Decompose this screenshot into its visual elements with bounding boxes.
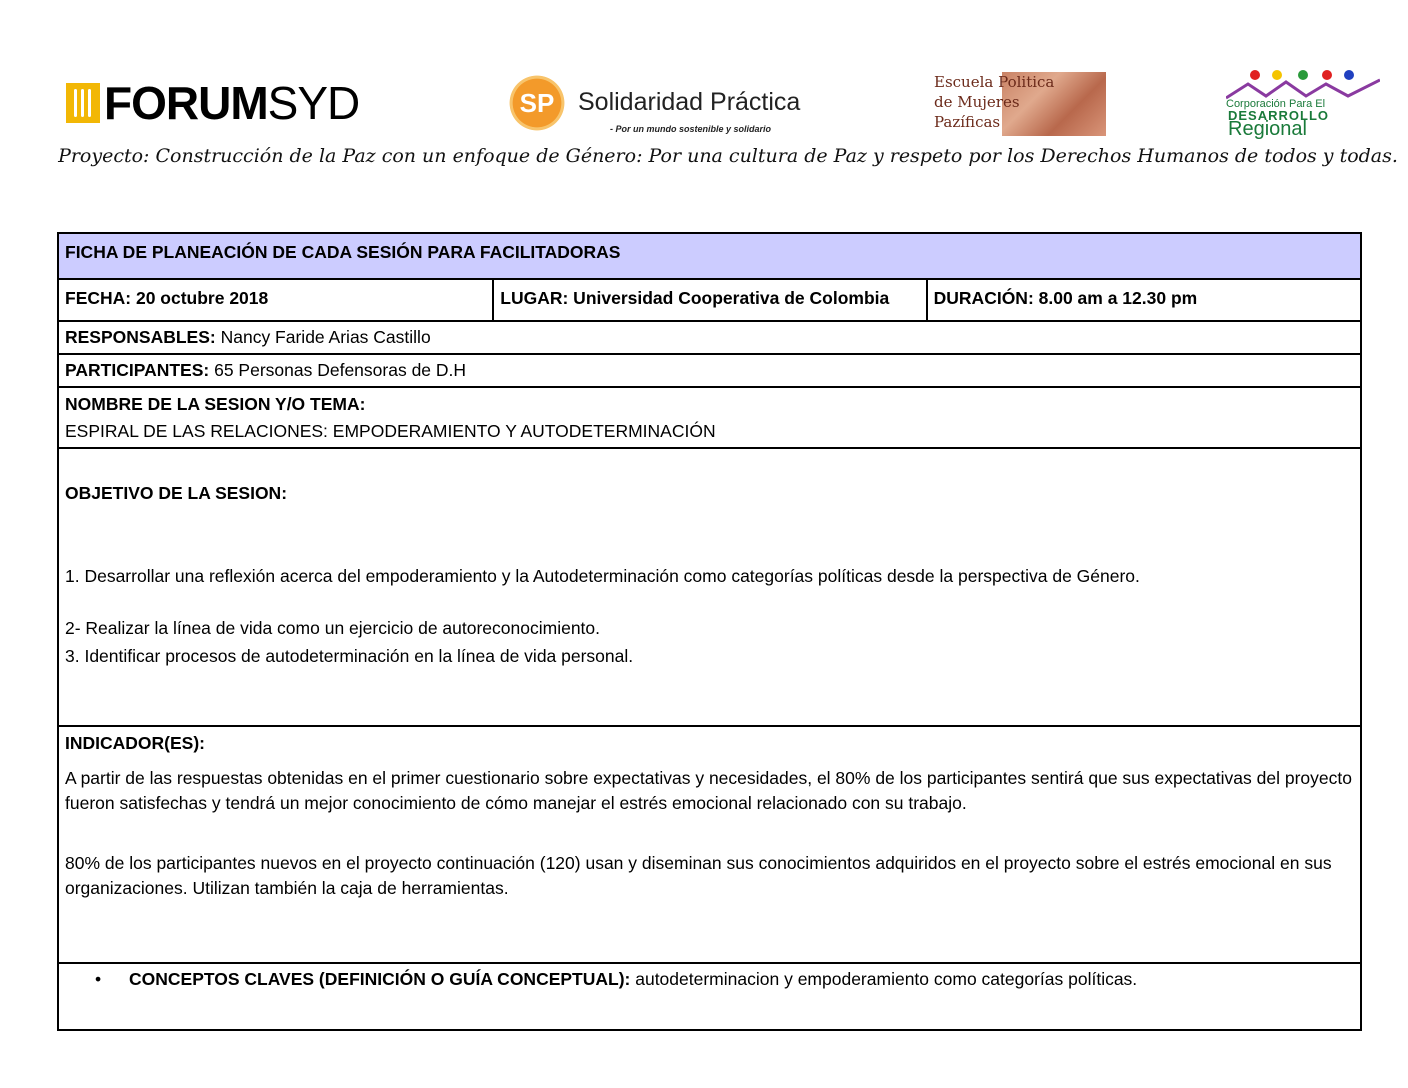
- responsables-cell: [58, 321, 1361, 354]
- sp-name: Solidaridad Práctica: [578, 88, 801, 116]
- responsables-label: RESPONSABLES:: [65, 327, 216, 347]
- tema-row: [58, 387, 1361, 448]
- tema-value: ESPIRAL DE LAS RELACIONES: EMPODERAMIENTO Y AUTODETERMINACIÓN: [65, 421, 716, 441]
- form-header-row: [58, 233, 1361, 279]
- bullet-icon: •: [95, 969, 102, 989]
- indicadores-row: [58, 726, 1361, 963]
- sun-icon: [506, 72, 568, 134]
- participantes-value: 65 Personas Defensoras de D.H: [214, 360, 467, 380]
- corporacion-line3: Regional: [1228, 118, 1307, 140]
- objetivo-row: [58, 448, 1361, 726]
- objetivo-label: OBJETIVO DE LA SESION:: [65, 483, 288, 503]
- fecha-cell: [58, 279, 493, 321]
- forumsyd-logo: [66, 77, 360, 129]
- responsables-row: [58, 321, 1361, 354]
- duracion: DURACIÓN: 8.00 am a 12.30 pm: [933, 288, 1198, 308]
- objetivo-cell: [58, 448, 1361, 726]
- corporacion-line2: DESARROLLO: [1228, 108, 1329, 123]
- indicador-item: 80% de los participantes nuevos en el proyecto continuación (120) usan y diseminan sus conocimientos adquiridos en el proyecto sobre el estrés emocional en sus organizaciones. Utilizan también la caja de herramientas.: [65, 853, 1332, 898]
- escuela-politica-logo: [934, 72, 1106, 136]
- conceptos-label: CONCEPTOS CLAVES (DEFINICIÓN O GUÍA CONCEPTUAL):: [129, 969, 631, 989]
- conceptos-row: [58, 963, 1361, 1030]
- tema-label: NOMBRE DE LA SESION Y/O TEMA:: [65, 394, 366, 414]
- duracion-cell: [927, 279, 1361, 321]
- corporacion-logo: [1222, 68, 1382, 138]
- objetivo-item: 3. Identificar procesos de autodeterminación en la línea de vida personal.: [65, 646, 634, 666]
- conceptos-cell: [58, 963, 1361, 1030]
- forumsyd-wheat-icon: [66, 83, 100, 123]
- form-header: [58, 233, 1361, 279]
- mountains-icon: [1226, 78, 1380, 100]
- solidaridad-practica-logo: [506, 72, 801, 138]
- indicador-item: A partir de las respuestas obtenidas en el primer cuestionario sobre expectativas y necesidades, el 80% de los participantes sentirá que sus expectativas del proyecto fueron satisfechas y tendrá un mejor conocimiento de cómo manejar el estrés emocional relacionado con su trabajo.: [65, 768, 1352, 813]
- indicadores-label: INDICADOR(ES):: [65, 733, 205, 753]
- forumsyd-bold: FORUM: [104, 77, 268, 129]
- fecha: FECHA: 20 octubre 2018: [65, 288, 269, 308]
- participantes-row: [58, 354, 1361, 387]
- project-title: Proyecto: Construcción de la Paz con un enfoque de Género: Por una cultura de Paz y respeto por los Derechos Humanos de todos y todas.: [58, 145, 1398, 167]
- sp-mark: SP: [519, 88, 555, 118]
- tema-cell: [58, 387, 1361, 448]
- conceptos-bullet-item: [65, 967, 1354, 992]
- objetivo-item: 2- Realizar la línea de vida como un ejercicio de autoreconocimiento.: [65, 618, 601, 638]
- objetivo-item: 1. Desarrollar una reflexión acerca del empoderamiento y la Autodeterminación como categorías políticas desde la perspectiva de Género.: [65, 566, 1140, 586]
- planning-form: [57, 232, 1362, 1031]
- participantes-label: PARTICIPANTES:: [65, 360, 210, 380]
- corporacion-line1: Corporación Para El: [1226, 98, 1326, 110]
- sp-tagline: - Por un mundo sostenible y solidario: [610, 124, 772, 134]
- form-header-text: FICHA DE PLANEACIÓN DE CADA SESIÓN PARA FACILITADORAS: [65, 242, 621, 262]
- lugar-cell: [493, 279, 926, 321]
- lugar: LUGAR: Universidad Cooperativa de Colombia: [500, 288, 890, 308]
- conceptos-value: autodeterminacion y empoderamiento como categorías políticas.: [635, 969, 1138, 989]
- logos-header: [0, 66, 1408, 142]
- indicadores-cell: [58, 726, 1361, 963]
- forumsyd-light: SYD: [267, 77, 360, 129]
- responsables-value: Nancy Faride Arias Castillo: [220, 327, 431, 347]
- participantes-cell: [58, 354, 1361, 387]
- info-row: [58, 279, 1361, 321]
- escuela-text: Escuela Politica de Mujeres Pazíficas: [934, 73, 1055, 131]
